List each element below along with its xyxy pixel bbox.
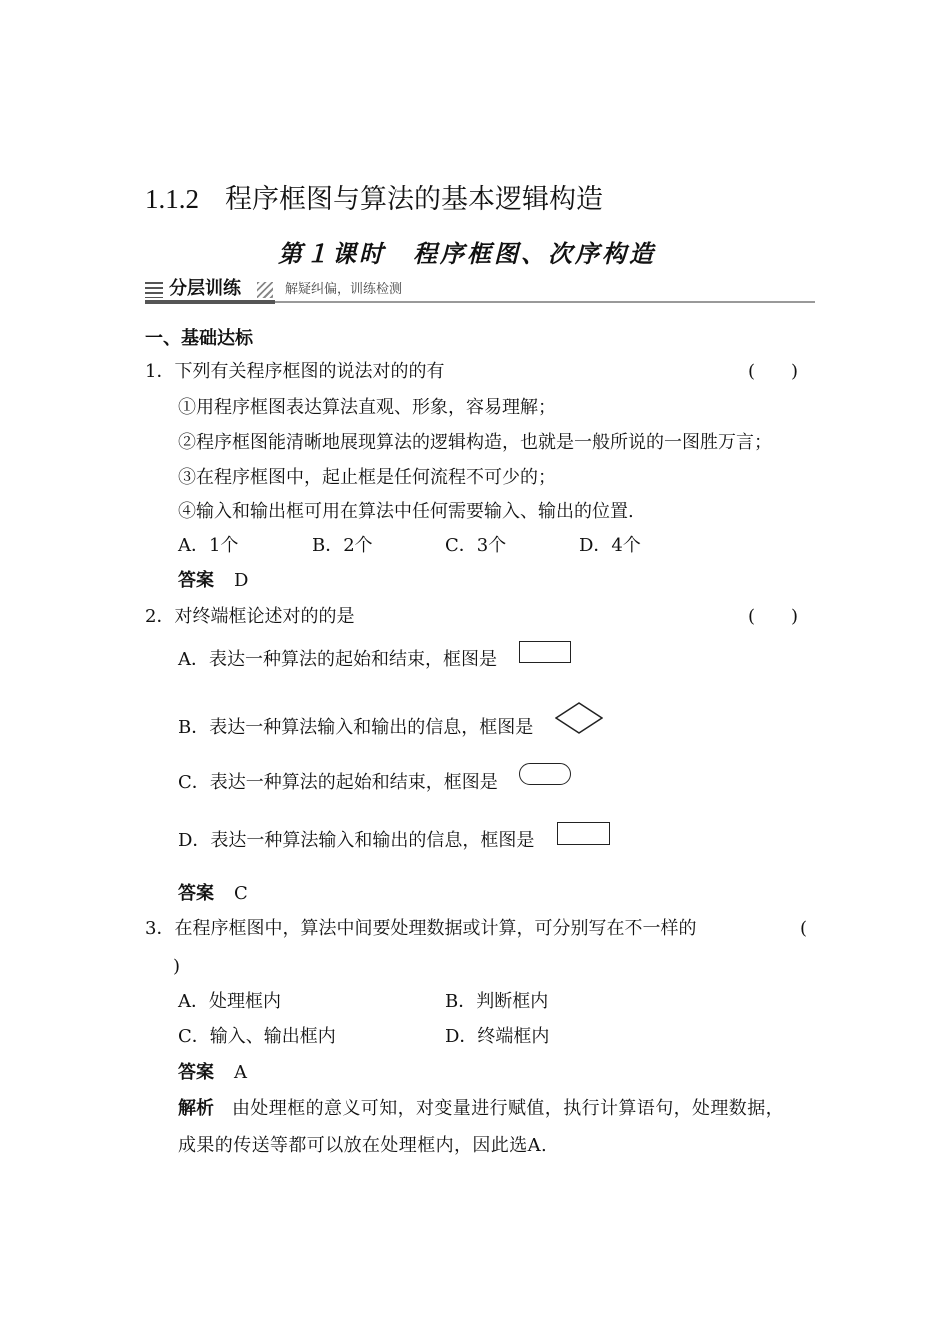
question-1-item: ①用程序框图表达算法直观、形象，容易理解； (178, 397, 556, 418)
question-2-option-c: C．表达一种算法的起始和结束，框图是 (178, 772, 498, 793)
question-1-option-a: A．1个 (178, 535, 239, 556)
process-box-shape (519, 641, 571, 663)
answer-label: 答案 (178, 1062, 214, 1083)
analysis-text-continued: 成果的传送等都可以放在处理框内，因此选A. (178, 1135, 548, 1156)
question-2-answer-blank: ( ) (748, 606, 799, 627)
question-3-option-b: B．判断框内 (445, 991, 549, 1012)
header-rule-accent (145, 300, 275, 304)
question-1-option-c: C．3个 (445, 535, 507, 556)
question-3-paren-close: ) (173, 956, 181, 977)
lesson-subtitle: 第１课时 程序框图、次序构造 (278, 239, 656, 268)
page-title (145, 181, 603, 218)
answer-label: 答案 (178, 883, 214, 904)
answer-label: 答案 (178, 570, 214, 591)
question-1-item: ④输入和输出框可用在算法中任何需要输入、输出的位置. (178, 501, 634, 522)
rectangle-box-shape (557, 822, 610, 845)
question-1-stem: 1．下列有关程序框图的说法对的的有 (145, 361, 445, 382)
question-3-stem: 3．在程序框图中，算法中间要处理数据或计算，可分别写在不一样的 (145, 918, 697, 939)
question-3-answer (178, 1061, 247, 1085)
question-1-item: ③在程序框图中，起止框是任何流程不可少的； (178, 467, 556, 488)
decision-diamond-shape (555, 702, 603, 734)
question-2-stem: 2．对终端框论述对的的是 (145, 606, 355, 627)
question-1-item: ②程序框图能清晰地展现算法的逻辑构造，也就是一般所说的一图胜万言； (178, 432, 772, 453)
question-2-option-d: D．表达一种算法输入和输出的信息，框图是 (178, 830, 535, 851)
question-3-option-c: C．输入、输出框内 (178, 1026, 336, 1047)
answer-value: D (234, 570, 249, 591)
question-2-option-b: B．表达一种算法输入和输出的信息，框图是 (178, 717, 534, 738)
question-1-answer (178, 569, 248, 593)
question-3-option-d: D．终端框内 (445, 1026, 550, 1047)
section-heading: 一、基础达标 (145, 328, 253, 349)
title-text: 程序框图与算法的基本逻辑构造 (225, 184, 603, 215)
question-1-option-d: D．4个 (579, 535, 641, 556)
question-3-paren-open: ( (800, 918, 808, 939)
layer-training-header (145, 276, 815, 304)
question-1-answer-blank: ( ) (748, 361, 799, 382)
answer-value: A (234, 1062, 247, 1083)
hatch-icon (257, 282, 273, 298)
analysis-label: 解析 (178, 1098, 214, 1119)
question-3-analysis (178, 1097, 784, 1121)
header-label: 分层训练 (169, 278, 241, 299)
stripes-icon (145, 282, 163, 298)
question-3-option-a: A．处理框内 (178, 991, 281, 1012)
section-number: 1.1.2 (145, 184, 199, 214)
terminal-box-shape (519, 763, 571, 785)
question-2-answer (178, 882, 248, 906)
analysis-text: 由处理框的意义可知，对变量进行赋值，执行计算语句，处理数据， (232, 1098, 784, 1119)
question-2-option-a: A．表达一种算法的起始和结束，框图是 (178, 649, 497, 670)
question-1-option-b: B．2个 (312, 535, 373, 556)
header-subtitle: 解疑纠偏，训练检测 (285, 282, 403, 297)
answer-value: C (234, 883, 248, 904)
